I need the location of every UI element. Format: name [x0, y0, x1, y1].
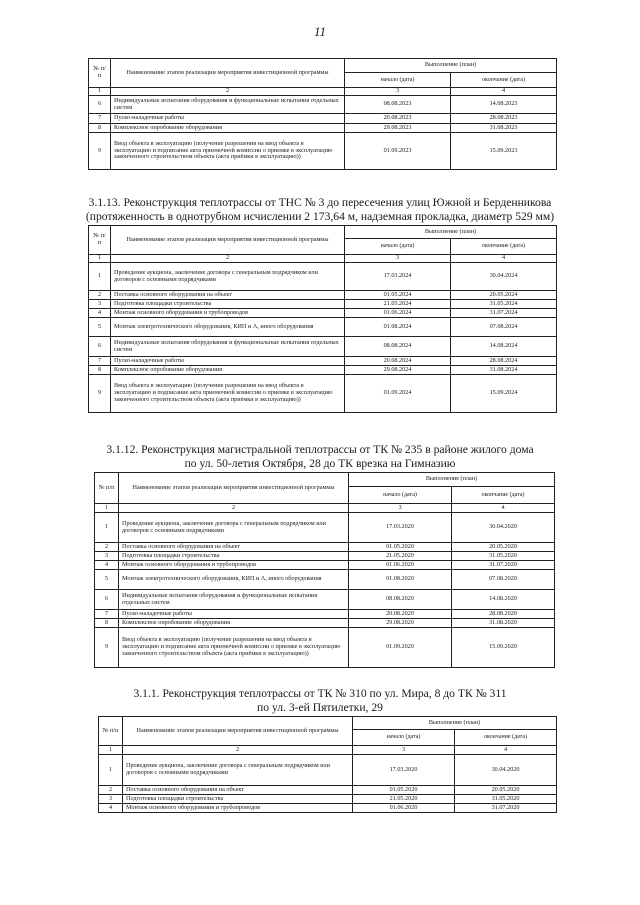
table-row	[95, 610, 555, 619]
col-index: 4	[451, 255, 557, 263]
stage-name: Комплексное опробование оборудования	[111, 366, 345, 375]
row-number: 3	[95, 552, 119, 561]
stage-name: Подготовка площадки строительства	[119, 552, 349, 561]
schedule-table-3-1-13	[88, 225, 557, 413]
col-header-name: Наименование этапов реализации мероприятия инвестиционной программы	[111, 226, 345, 255]
schedule-table-3-1-1	[98, 716, 557, 813]
end-date: 15.09.2023	[451, 133, 557, 170]
table-row	[89, 114, 557, 124]
col-index: 2	[119, 504, 349, 513]
start-date: 01.09.2023	[345, 133, 451, 170]
table-row	[99, 786, 557, 795]
end-date: 31.05.2020	[452, 552, 555, 561]
stage-name: Индивидуальные испытания оборудования и функциональные испытания отдельных систем	[111, 96, 345, 114]
table-row	[89, 366, 557, 375]
stage-name: Индивидуальные испытания оборудования и функциональные испытания отдельных систем	[119, 590, 349, 610]
start-date: 01.09.2020	[349, 628, 452, 668]
col-header-exec: Выполнение (план)	[349, 473, 555, 487]
row-number: 1	[95, 513, 119, 543]
col-index: 2	[111, 88, 345, 96]
stage-name: Индивидуальные испытания оборудования и функциональные испытания отдельных систем	[111, 337, 345, 357]
table-row	[89, 300, 557, 309]
table-row	[89, 263, 557, 291]
col-header-num: № п/п	[95, 473, 119, 504]
start-date: 21.05.2020	[353, 795, 455, 804]
stage-name: Монтаж электротехнического оборудования, КИП и А, иного оборудования	[111, 318, 345, 337]
start-date: 01.08.2020	[349, 570, 452, 590]
col-header-exec: Выполнение (план)	[353, 717, 557, 730]
schedule-table-3-1-12	[94, 472, 555, 668]
stage-name: Подготовка площадки строительства	[111, 300, 345, 309]
col-header-start: начало (дата)	[349, 487, 452, 504]
table-row	[89, 96, 557, 114]
end-date: 14.08.2020	[452, 590, 555, 610]
end-date: 31.07.2024	[451, 309, 557, 318]
section-title-line: по ул. 3-ей Пятилетки, 29	[257, 701, 383, 714]
col-index: 1	[95, 504, 119, 513]
row-number: 6	[89, 337, 111, 357]
end-date: 14.08.2024	[451, 337, 557, 357]
row-number: 3	[89, 300, 111, 309]
end-date: 30.04.2020	[455, 755, 557, 786]
table-row	[89, 318, 557, 337]
col-index: 4	[452, 504, 555, 513]
row-number: 6	[95, 590, 119, 610]
start-date: 08.08.2023	[345, 96, 451, 114]
start-date: 21.05.2024	[345, 300, 451, 309]
section-title-line: по ул. 50-летия Октября, 28 до ТК врезка на Гимназию	[184, 457, 456, 470]
table-row	[89, 309, 557, 318]
col-index: 2	[123, 746, 353, 755]
table-row	[89, 357, 557, 366]
start-date: 01.05.2020	[353, 786, 455, 795]
table-row	[89, 375, 557, 413]
col-header-start: начало (дата)	[345, 239, 451, 255]
stage-name: Поставка основного оборудования на объект	[111, 291, 345, 300]
col-index: 1	[99, 746, 123, 755]
col-index: 3	[353, 746, 455, 755]
section-heading	[0, 443, 640, 471]
stage-name: Пуско-наладочные работы	[111, 357, 345, 366]
col-header-num: № п/п	[89, 226, 111, 255]
end-date: 30.04.2024	[451, 263, 557, 291]
stage-name: Поставка основного оборудования на объект	[119, 543, 349, 552]
end-date: 07.08.2020	[452, 570, 555, 590]
table-row	[95, 570, 555, 590]
row-number: 2	[89, 291, 111, 300]
col-index: 4	[455, 746, 557, 755]
end-date: 15.09.2024	[451, 375, 557, 413]
start-date: 17.03.2020	[353, 755, 455, 786]
table-row	[95, 552, 555, 561]
stage-name: Проведение аукциона, заключение договора с генеральным подрядчиком или договоров с основными подрядчиками	[119, 513, 349, 543]
stage-name: Проведение аукциона, заключение договора с генеральным подрядчиком или договоров с основными подрядчиками	[123, 755, 353, 786]
stage-name: Ввод объекта в эксплуатацию (получение разрешения на ввод объекта в эксплуатацию и подписание акта приемочной комиссии о приемке в эксплуатацию законченного строительством объекта (акта приёмки в эксплуатацию))	[119, 628, 349, 668]
end-date: 31.05.2020	[455, 795, 557, 804]
row-number: 8	[89, 124, 111, 133]
table-row	[95, 619, 555, 628]
section-heading	[0, 687, 640, 715]
start-date: 21.05.2020	[349, 552, 452, 561]
start-date: 08.08.2020	[349, 590, 452, 610]
col-header-name: Наименование этапов реализации мероприятия инвестиционной программы	[123, 717, 353, 746]
section-heading	[0, 196, 640, 224]
stage-name: Монтаж электротехнического оборудования, КИП и А, иного оборудования	[119, 570, 349, 590]
end-date: 31.08.2023	[451, 124, 557, 133]
end-date: 15.09.2020	[452, 628, 555, 668]
stage-name: Монтаж основного оборудования и трубопроводов	[123, 804, 353, 813]
col-header-end: окончание (дата)	[451, 73, 557, 88]
end-date: 28.08.2023	[451, 114, 557, 124]
row-number: 7	[95, 610, 119, 619]
start-date: 20.08.2020	[349, 610, 452, 619]
start-date: 29.08.2024	[345, 366, 451, 375]
end-date: 30.04.2020	[452, 513, 555, 543]
row-number: 4	[95, 561, 119, 570]
start-date: 01.06.2020	[349, 561, 452, 570]
col-index: 4	[451, 88, 557, 96]
schedule-table-continued	[88, 58, 557, 170]
col-header-exec: Выполнение (план)	[345, 226, 557, 239]
end-date: 31.08.2020	[452, 619, 555, 628]
col-header-name: Наименование этапов реализации мероприятия инвестиционной программы	[119, 473, 349, 504]
stage-name: Проведение аукциона, заключение договора с генеральным подрядчиком или договоров с основными подрядчиками	[111, 263, 345, 291]
stage-name: Монтаж основного оборудования и трубопроводов	[119, 561, 349, 570]
start-date: 01.09.2024	[345, 375, 451, 413]
start-date: 01.05.2024	[345, 291, 451, 300]
end-date: 28.08.2024	[451, 357, 557, 366]
col-index: 2	[111, 255, 345, 263]
row-number: 9	[89, 133, 111, 170]
col-index: 3	[349, 504, 452, 513]
section-title-line: 3.1.1. Реконструкция теплотрассы от ТК № 310 по ул. Мира, 8 до ТК № 311	[133, 687, 507, 700]
start-date: 20.08.2024	[345, 357, 451, 366]
row-number: 5	[95, 570, 119, 590]
section-title-line: 3.1.13. Реконструкция теплотрассы от ТНС № 3 до пересечения улиц Южной и Берденникова	[88, 196, 552, 209]
table-row	[89, 291, 557, 300]
table-row	[99, 755, 557, 786]
row-number: 1	[89, 263, 111, 291]
table-row	[89, 133, 557, 170]
col-header-start: начало (дата)	[345, 73, 451, 88]
end-date: 31.08.2024	[451, 366, 557, 375]
end-date: 07.08.2024	[451, 318, 557, 337]
table-row	[95, 590, 555, 610]
row-number: 7	[89, 114, 111, 124]
row-number: 9	[89, 375, 111, 413]
stage-name: Пуско-наладочные работы	[111, 114, 345, 124]
col-header-name: Наименование этапов реализации мероприятия инвестиционной программы	[111, 59, 345, 88]
col-header-end: окончание (дата)	[452, 487, 555, 504]
stage-name: Ввод объекта в эксплуатацию (получение разрешения на ввод объекта в эксплуатацию и подписание акта приемочной комиссии о приемке в эксплуатацию законченного строительством объекта (акта приёмки в эксплуатацию))	[111, 375, 345, 413]
row-number: 4	[89, 309, 111, 318]
stage-name: Пуско-наладочные работы	[119, 610, 349, 619]
stage-name: Поставка основного оборудования на объект	[123, 786, 353, 795]
col-index: 3	[345, 88, 451, 96]
end-date: 28.08.2020	[452, 610, 555, 619]
col-header-end: окончание (дата)	[451, 239, 557, 255]
row-number: 5	[89, 318, 111, 337]
stage-name: Комплексное опробование оборудования	[111, 124, 345, 133]
col-index: 1	[89, 88, 111, 96]
stage-name: Комплексное опробование оборудования	[119, 619, 349, 628]
table-row	[95, 561, 555, 570]
end-date: 31.05.2024	[451, 300, 557, 309]
start-date: 20.08.2023	[345, 114, 451, 124]
section-title-line: 3.1.12. Реконструкция магистральной теплотрассы от ТК № 235 в районе жилого дома	[106, 443, 534, 456]
row-number: 8	[89, 366, 111, 375]
end-date: 20.05.2020	[452, 543, 555, 552]
table-row	[95, 543, 555, 552]
table-row	[89, 337, 557, 357]
table-row	[89, 124, 557, 133]
stage-name: Подготовка площадки строительства	[123, 795, 353, 804]
end-date: 14.08.2023	[451, 96, 557, 114]
row-number: 2	[95, 543, 119, 552]
row-number: 6	[89, 96, 111, 114]
page-number: 11	[313, 24, 327, 39]
start-date: 29.08.2020	[349, 619, 452, 628]
row-number: 1	[99, 755, 123, 786]
end-date: 31.07.2020	[455, 804, 557, 813]
table-row	[95, 628, 555, 668]
table-row	[99, 804, 557, 813]
col-index: 3	[345, 255, 451, 263]
start-date: 08.08.2024	[345, 337, 451, 357]
stage-name: Ввод объекта в эксплуатацию (получение разрешения на ввод объекта в эксплуатацию и подписание акта приемочной комиссии о приемке в эксплуатацию законченного строительством объекта (акта приёмки в эксплуатацию))	[111, 133, 345, 170]
end-date: 31.07.2020	[452, 561, 555, 570]
row-number: 8	[95, 619, 119, 628]
table-row	[95, 513, 555, 543]
start-date: 01.06.2020	[353, 804, 455, 813]
start-date: 17.03.2024	[345, 263, 451, 291]
start-date: 01.06.2024	[345, 309, 451, 318]
row-number: 7	[89, 357, 111, 366]
end-date: 20.05.2024	[451, 291, 557, 300]
col-header-start: начало (дата)	[353, 730, 455, 746]
start-date: 29.08.2023	[345, 124, 451, 133]
stage-name: Монтаж основного оборудования и трубопроводов	[111, 309, 345, 318]
row-number: 3	[99, 795, 123, 804]
col-header-num: № п/п	[99, 717, 123, 746]
col-header-num: № п/п	[89, 59, 111, 88]
row-number: 2	[99, 786, 123, 795]
end-date: 20.05.2020	[455, 786, 557, 795]
col-header-exec: Выполнение (план)	[345, 59, 557, 73]
start-date: 17.03.2020	[349, 513, 452, 543]
table-row	[99, 795, 557, 804]
row-number: 9	[95, 628, 119, 668]
section-title-line: (протяженность в однотрубном исчислении 2 173,64 м, надземная прокладка, диаметр 529 мм)	[85, 210, 555, 223]
start-date: 01.05.2020	[349, 543, 452, 552]
row-number: 4	[99, 804, 123, 813]
col-header-end: окончание (дата)	[455, 730, 557, 746]
start-date: 01.08.2024	[345, 318, 451, 337]
col-index: 1	[89, 255, 111, 263]
